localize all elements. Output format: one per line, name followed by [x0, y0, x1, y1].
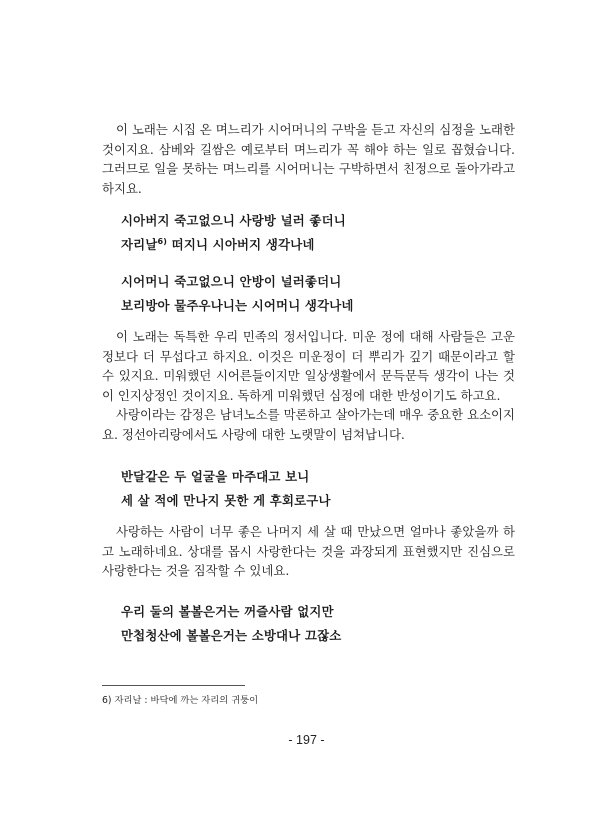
verse-green-mountains: [121, 600, 341, 648]
verse-line: 세 살 적에 만나지 못한 게 후회로구나: [121, 493, 331, 508]
verse-line: 우리 둘의 볼볼은거는 꺼즐사람 없지만: [121, 604, 334, 619]
paragraph-ethnic-sentiment: 이 노래는 독특한 우리 민족의 정서입니다. 미운 정에 대해 사람들은 고운 정보다 더 무섭다고 하지요. 이것은 미운정이 더 뿌리가 깊기 때문이라고 할 수 있지요. 미워했던 시어른들이지만 일상생활에서 문득문득 생각이 나는 것이 인지상정인 것이지요. 독하게 미워했던 심정에 대한 반성이기도 하고요.: [102, 329, 515, 403]
verse-half-moon: [121, 465, 331, 513]
page-number: - 197 -: [288, 733, 325, 747]
paragraph-love-emotion: 사랑이라는 감정은 남녀노소를 막론하고 살아가는데 매우 중요한 요소이지요. 정선아리랑에서도 사랑에 대한 노랫말이 넘쳐납니다.: [102, 407, 515, 442]
verse-mother-in-law: [121, 270, 354, 318]
verse-text: 자리날: [121, 237, 158, 252]
verse-line: [121, 233, 346, 257]
paragraph-daughter-in-law-song: 이 노래는 시집 온 며느리가 시어머니의 구박을 듣고 자신의 심정을 노래한 것이지요. 삼베와 길쌈은 예로부터 며느리가 꼭 해야 하는 일로 꼽혔습니다. 그러므로 일을 못하는 며느리를 시어머니는 구박하면서 친정으로 돌아가라고 하지요.: [102, 122, 515, 196]
footnote-divider: [102, 685, 245, 686]
verse-text: 떠지니 시아버지 생각나네: [167, 237, 315, 252]
verse-father-in-law: [121, 209, 346, 257]
verse-line: 반달같은 두 얼굴을 마주대고 보니: [121, 469, 310, 484]
verse-line: 보리방아 물주우나니는 시어머니 생각나네: [121, 298, 354, 313]
verse-line: 만첩청산에 볼볼은거는 소방대나 끄잖소: [121, 628, 342, 643]
paragraph-three-years-old: 사랑하는 사람이 너무 좋은 나머지 세 살 때 만났으면 얼마나 좋았을까 하고 노래하네요. 상대를 몹시 사랑한다는 것을 과장되게 표현했지만 진심으로 사랑한다는 것을 짐작할 수 있네요.: [102, 524, 515, 578]
footnote-text: 6) 자리날 : 바닥에 까는 자리의 귀퉁이: [102, 695, 259, 706]
verse-line: 시어머니 죽고없으니 안방이 널러좋더니: [121, 274, 342, 289]
footnote-reference: 6): [157, 236, 168, 246]
verse-line: 시아버지 죽고없으니 사랑방 널러 좋더니: [121, 213, 346, 228]
